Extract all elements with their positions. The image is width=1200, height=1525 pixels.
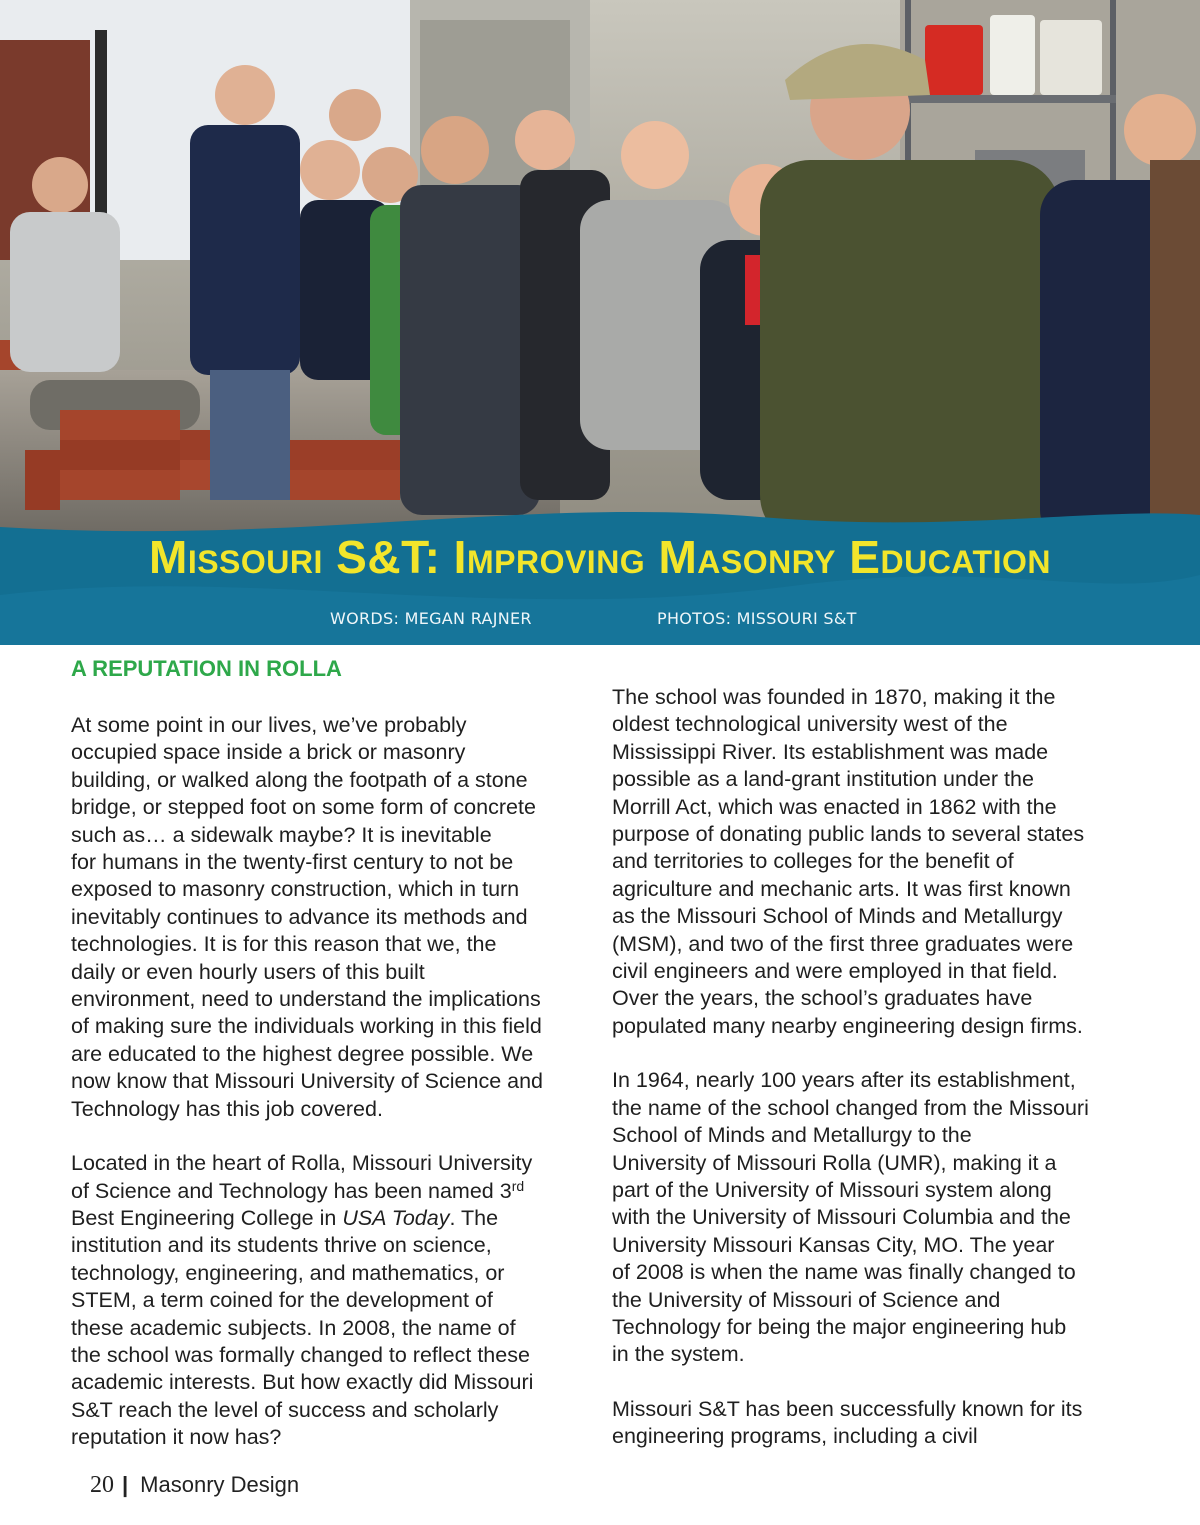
footer-separator: | (122, 1472, 129, 1497)
section-heading: A REPUTATION IN ROLLA (71, 656, 342, 681)
paragraph: At some point in our lives, we’ve probably occupied space inside a brick or masonry building, or walked along the footpath of a stone bridge, or stepped foot on some form of concrete such as… a sidewalk maybe? It is inevitable for humans in the twenty-first century to not be exposed to masonry construction, which in turn inevitably continues to advance its methods and technologies. It is for this reason that we, the daily or even hourly users of this built environment, need to understand the implications of making sure the individuals working in this field are educated to the highest degree possible. We now know that Missouri University of Science and Technology has this job covered. (71, 713, 544, 1121)
publication-name: USA Today (342, 1205, 450, 1230)
masonry-class-photo (0, 0, 1200, 545)
page-footer (90, 1472, 299, 1499)
publication-name: Masonry Design (140, 1472, 300, 1497)
paragraph: In 1964, nearly 100 years after its establishment, the name of the school changed from the Missouri School of Minds and Metallurgy to the University of Missouri Rolla (UMR), making it a part of the University of Missouri system along with the University of Missouri Columbia and the University Missouri Kansas City, MO. The year of 2008 is when the name was finally changed to the University of Missouri of Science and Technology for being the major engineering hub in the system. (612, 1068, 1089, 1367)
paragraph: The school was founded in 1870, making it the oldest technological university west of the Mississippi River. Its establishment was made possible as a land-grant institution under the Morrill Act, which was enacted in 1862 with the purpose of donating public lands to several states and territories to colleges for the benefit of agriculture and mechanic arts. It was first known as the Missouri School of Minds and Metallurgy (MSM), and two of the first three graduates were civil engineers and were employed in that field. Over the years, the school’s graduates have populated many nearby engineering design firms. (612, 685, 1085, 1038)
paragraph: Located in the heart of Rolla, Missouri University of Science and Technology has been named 3rd Best Engineering College in USA Today. The institution and its students thrive on science, technology, engineering, and mathematics, or STEM, a term coined for the development of these academic subjects. In 2008, the name of the school was formally changed to reflect these academic interests. But how exactly did Missouri S&T reach the level of success and scholarly reputation it now has? (71, 1151, 534, 1450)
words-credit: WORDS: MEGAN RAJNER (330, 609, 532, 628)
photos-credit: PHOTOS: MISSOURI S&T (657, 609, 857, 628)
page-number: 20 (90, 1472, 114, 1498)
article-left-column (71, 654, 591, 1479)
article-right-column (612, 684, 1142, 1478)
page-title: Missouri S&T: Improving Masonry Education (149, 531, 1051, 583)
paragraph: Missouri S&T has been successfully known for its engineering programs, including a civil (612, 1396, 1083, 1449)
